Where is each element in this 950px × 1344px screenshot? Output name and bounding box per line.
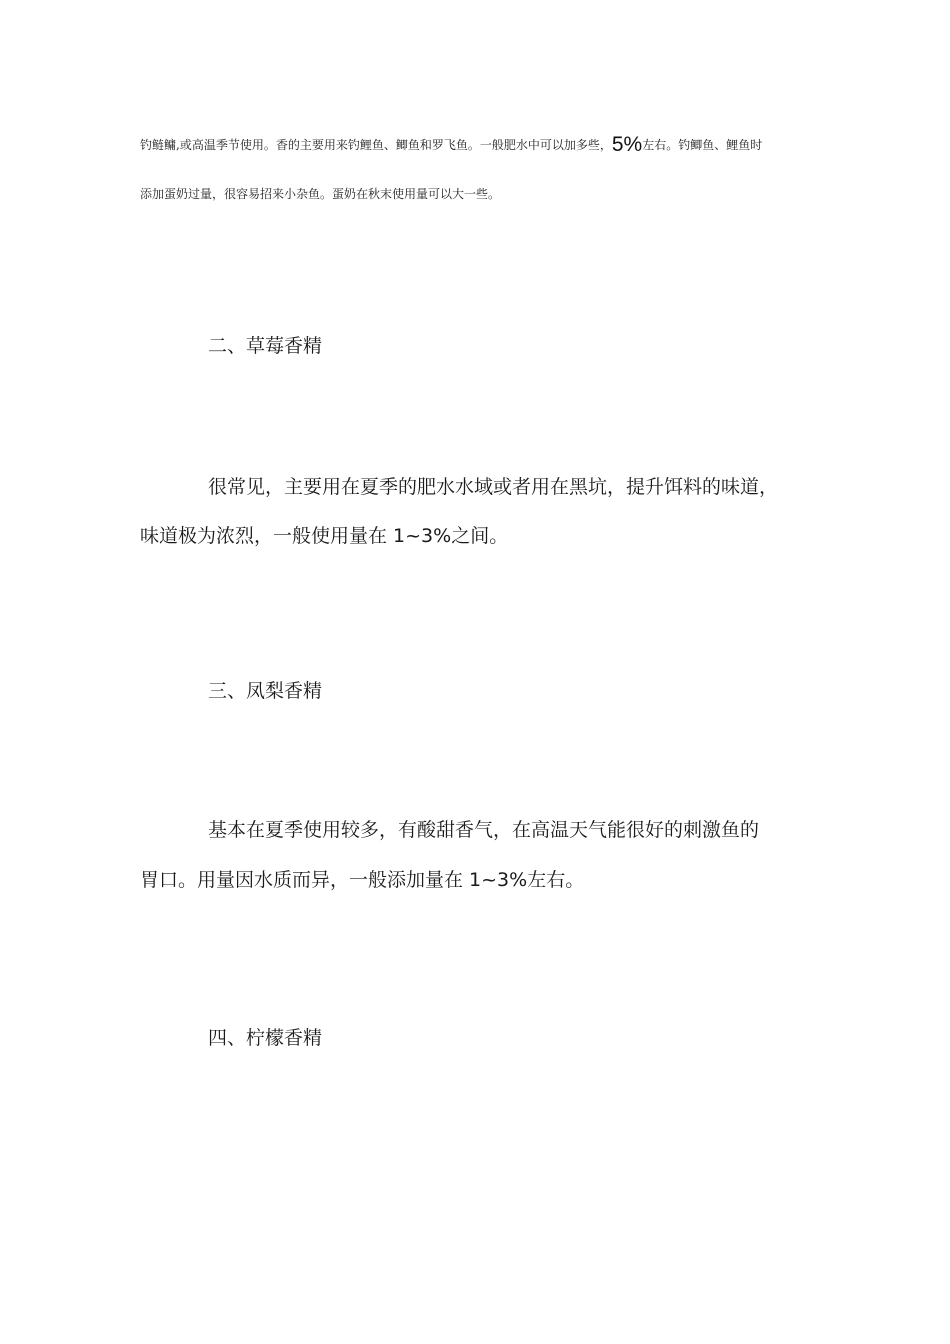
section1-line1-percent: 5% <box>611 133 643 156</box>
section2-line1: 很常见，主要用在夏季的肥水水域或者用在黑坑，提升饵料的味道， <box>208 476 779 498</box>
section2-line2: 味道极为浓烈，一般使用量在 1~3%之间。 <box>140 525 509 547</box>
section1-line1-text-a: 钓鲢鳙,或高温季节使用。香的主要用来钓鲤鱼、鲫鱼和罗飞鱼。一般肥水中可以加多些， <box>140 138 612 152</box>
section3-line2: 胃口。用量因水质而异，一般添加量在 1~3%左右。 <box>140 869 585 891</box>
section1-line1-text-b: 左右。钓鲫鱼、鲤鱼时 <box>642 138 763 152</box>
section4-heading: 四、柠檬香精 <box>208 1027 323 1049</box>
section3-heading: 三、凤梨香精 <box>208 680 323 702</box>
section1-line2: 添加蛋奶过量，很容易招来小杂鱼。蛋奶在秋末使用量可以大一些。 <box>140 187 501 201</box>
section3-line1: 基本在夏季使用较多，有酸甜香气，在高温天气能很好的刺激鱼的 <box>208 819 760 841</box>
section1-line1 <box>140 135 762 155</box>
section2-heading: 二、草莓香精 <box>208 335 323 357</box>
